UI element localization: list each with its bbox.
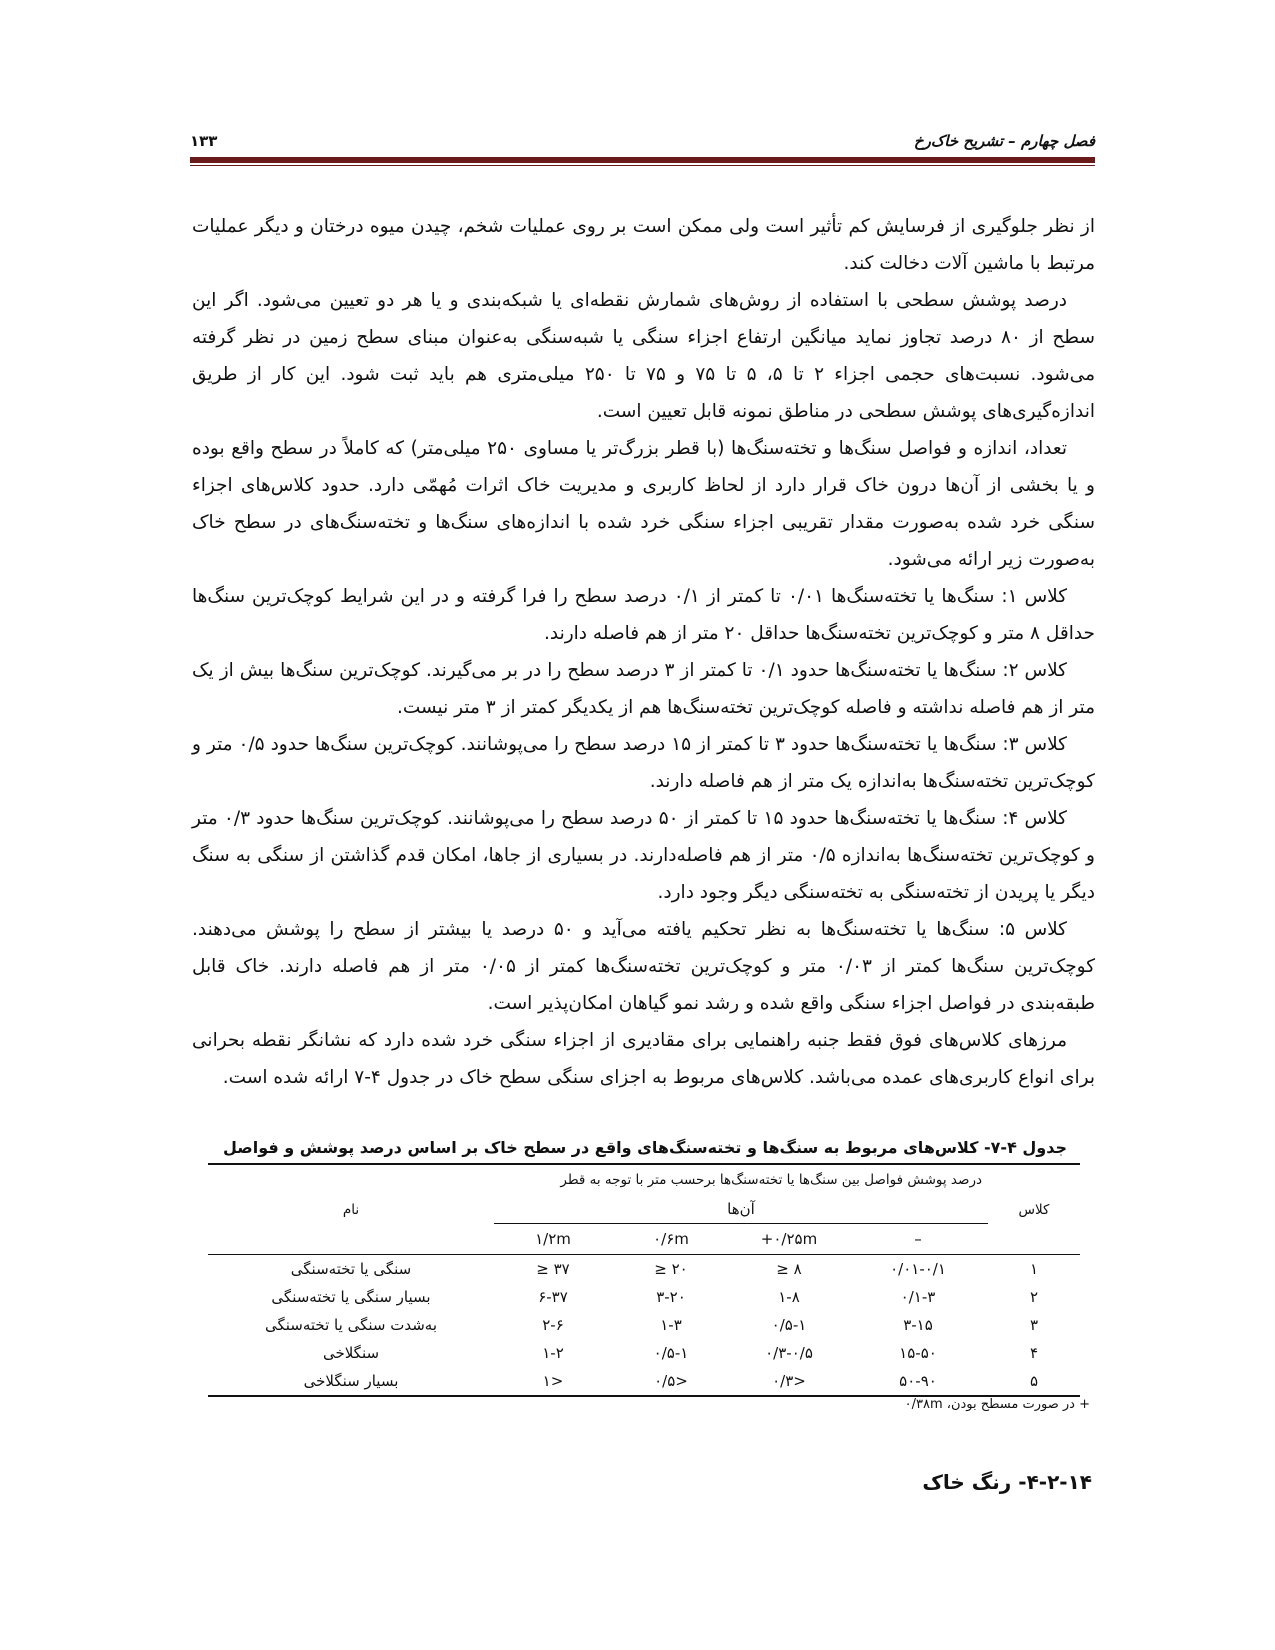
body-text	[192, 208, 1095, 1096]
sub-header-cover: –	[848, 1224, 988, 1255]
cell-d025: ۰/۳-۰/۵	[765, 1344, 813, 1362]
cell-d06: ۳-۲۰	[656, 1288, 686, 1306]
cell-d06: <۰/۵	[654, 1372, 688, 1390]
table-row	[208, 1283, 1080, 1311]
table-footnote: + در صورت مسطح بودن، ۰/۳۸m	[904, 1397, 1090, 1412]
cell-d06: ۲۰ ≤	[654, 1260, 688, 1278]
cell-cover: ۳-۱۵	[903, 1316, 933, 1334]
sub-header-12: ۱/۲m	[494, 1224, 612, 1255]
cell-name: سنگلاخی	[322, 1344, 380, 1362]
table-row	[208, 1339, 1080, 1367]
cell-d12: ۱-۲	[542, 1344, 564, 1362]
cell-class: ۳	[1029, 1316, 1039, 1334]
cell-d025: ۱-۸	[778, 1288, 800, 1306]
paragraph: مرزهای کلاس‌های فوق فقط جنبه راهنمایی برای مقادیری از اجزاء سنگی خرد شده دارد که نشانگر نقطه بحرانی برای انواع کاربری‌های عمده می‌باشد. کلاس‌های مربوط به اجزای سنگی سطح خاک در جدول ۴-۷ ارائه شده است.	[192, 1030, 1095, 1088]
cell-name: بسیار سنگلاخی	[303, 1372, 399, 1390]
cell-d025: <۰/۳	[772, 1372, 806, 1390]
header-rule-thick	[190, 157, 1095, 163]
cell-name: بسیار سنگی یا تخته‌سنگی	[271, 1288, 431, 1306]
sub-header-025: ۰/۲۵m+	[730, 1224, 848, 1255]
paragraph: از نظر جلوگیری از فرسایش کم تأثیر است ولی ممکن است بر روی عملیات شخم، چیدن میوه درختان و دیگر عملیات مرتبط با ماشین آلات دخالت کند.	[192, 216, 1095, 274]
cell-class: ۵	[1029, 1372, 1039, 1390]
table-row	[208, 1367, 1080, 1396]
cell-d025: ۸ ≤	[776, 1260, 802, 1278]
header-rule-thin	[190, 165, 1095, 166]
col-name-header: نام	[208, 1164, 494, 1255]
cell-class: ۲	[1029, 1288, 1039, 1306]
paragraph: کلاس ۵: سنگ‌ها یا تخته‌سنگ‌ها به نظر تحکیم یافته می‌آید و ۵۰ درصد یا بیشتر از سطح را پوشش می‌دهند. کوچک‌ترین سنگ‌ها کمتر از ۰/۰۳ متر و کوچک‌ترین تخته‌سنگ‌ها کمتر از ۰/۰۵ متر از هم فاصله دارند. خاک قابل طبقه‌بندی در فواصل اجزاء سنگی واقع شده و رشد نمو گیاهان امکان‌پذیر است.	[192, 919, 1095, 1014]
rock-class-table	[208, 1163, 1080, 1397]
cell-cover: ۱۵-۵۰	[899, 1344, 937, 1362]
cell-name: به‌شدت سنگی یا تخته‌سنگی	[264, 1316, 438, 1334]
table-caption: جدول ۴-۷- کلاس‌های مربوط به سنگ‌ها و تخته‌سنگ‌های واقع در سطح خاک بر اساس درصد پوشش و فواصل	[222, 1138, 1067, 1157]
page-number: ۱۳۳	[190, 132, 218, 150]
cell-d06: ۰/۵-۱	[653, 1344, 689, 1362]
paragraph: کلاس ۴: سنگ‌ها یا تخته‌سنگ‌ها حدود ۱۵ تا کمتر از ۵۰ درصد سطح را می‌پوشانند. کوچک‌ترین سنگ‌ها حدود ۰/۳ متر و کوچک‌ترین تخته‌سنگ‌ها به‌اندازه ۰/۵ متر از هم فاصله‌دارند. در بسیاری از جاها، امکان قدم گذاشتن از سنگی به سنگ دیگر یا پریدن از تخته‌سنگی به تخته‌سنگی دیگر وجود دارد.	[192, 808, 1095, 903]
chapter-title: فصل چهارم – تشریح خاک‌رخ	[913, 132, 1095, 150]
table-row	[208, 1255, 1080, 1284]
section-heading: ۴-۲-۱۴- رنگ خاک	[922, 1470, 1092, 1494]
cell-d06: ۱-۳	[660, 1316, 682, 1334]
cell-d12: ۶-۳۷	[538, 1288, 568, 1306]
cell-name: سنگی یا تخته‌سنگی	[290, 1260, 412, 1278]
sub-header-06: ۰/۶m	[612, 1224, 730, 1255]
page-header	[190, 118, 1095, 158]
paragraph: تعداد، اندازه و فواصل سنگ‌ها و تخته‌سنگ‌ها (با قطر بزرگ‌تر یا مساوی ۲۵۰ میلی‌متر) که کاملاً در سطح واقع بوده و یا بخشی از آن‌ها درون خاک قرار دارد از لحاظ کاربری و مدیریت خاک اثرات مُهمّی دارد. حدود کلاس‌های اجزاء سنگی خرد شده به‌صورت مقدار تقریبی اجزاء سنگی خرد شده با اندازه‌های سنگ‌ها و تخته‌سنگ‌های در سطح خاک به‌صورت زیر ارائه می‌شود.	[192, 438, 1095, 570]
paragraph: درصد پوشش سطحی با استفاده از روش‌های شمارش نقطه‌ای یا شبکه‌بندی و یا هر دو تعیین می‌شود. اگر این سطح از ۸۰ درصد تجاوز نماید میانگین ارتفاع اجزاء سنگی یا شبه‌سنگی به‌عنوان مبنای سطح زمین در نظر گرفته می‌شود. نسبت‌های حجمی اجزاء ۲ تا ۵، ۵ تا ۷۵ و ۷۵ تا ۲۵۰ میلی‌متری هم باید ثبت شود. این کار از طریق اندازه‌گیری‌های پوشش سطحی در مناطق نمونه قابل تعیین است.	[192, 290, 1096, 422]
cell-class: ۴	[1029, 1344, 1039, 1362]
cell-d025: ۰/۵-۱	[771, 1316, 807, 1334]
cell-d12: <۱	[542, 1372, 564, 1390]
paragraph: کلاس ۱: سنگ‌ها یا تخته‌سنگ‌ها ۰/۰۱ تا کمتر از ۰/۱ درصد سطح را فرا گرفته و در این شرایط کوچک‌ترین سنگ‌ها حداقل ۸ متر و کوچک‌ترین تخته‌سنگ‌ها حداقل ۲۰ متر از هم فاصله دارند.	[192, 586, 1095, 644]
cell-cover: ۵۰-۹۰	[899, 1372, 937, 1390]
group-header-line2: آن‌ها	[494, 1195, 988, 1224]
cell-class: ۱	[1029, 1260, 1039, 1278]
cell-d12: ۳۷ ≤	[536, 1260, 570, 1278]
paragraph: کلاس ۳: سنگ‌ها یا تخته‌سنگ‌ها حدود ۳ تا کمتر از ۱۵ درصد سطح را می‌پوشانند. کوچک‌ترین سنگ‌ها حدود ۰/۵ متر و کوچک‌ترین تخته‌سنگ‌ها به‌اندازه یک متر از هم فاصله دارند.	[192, 734, 1095, 792]
cell-d12: ۲-۶	[542, 1316, 564, 1334]
col-class-header: کلاس	[988, 1164, 1080, 1255]
cell-cover: ۰/۱-۳	[900, 1288, 936, 1306]
table-row	[208, 1311, 1080, 1339]
paragraph: کلاس ۲: سنگ‌ها یا تخته‌سنگ‌ها حدود ۰/۱ تا کمتر از ۳ درصد سطح را در بر می‌گیرند. کوچک‌ترین سنگ‌ها بیش از یک متر از هم فاصله نداشته و فاصله کوچک‌ترین تخته‌سنگ‌ها هم از یکدیگر کمتر از ۳ متر نیست.	[192, 660, 1095, 718]
cell-cover: ۰/۰۱-۰/۱	[890, 1260, 946, 1278]
group-header-line1: درصد پوشش فواصل بین سنگ‌ها یا تخته‌سنگ‌ها برحسب متر با توجه به قطر	[560, 1172, 982, 1188]
